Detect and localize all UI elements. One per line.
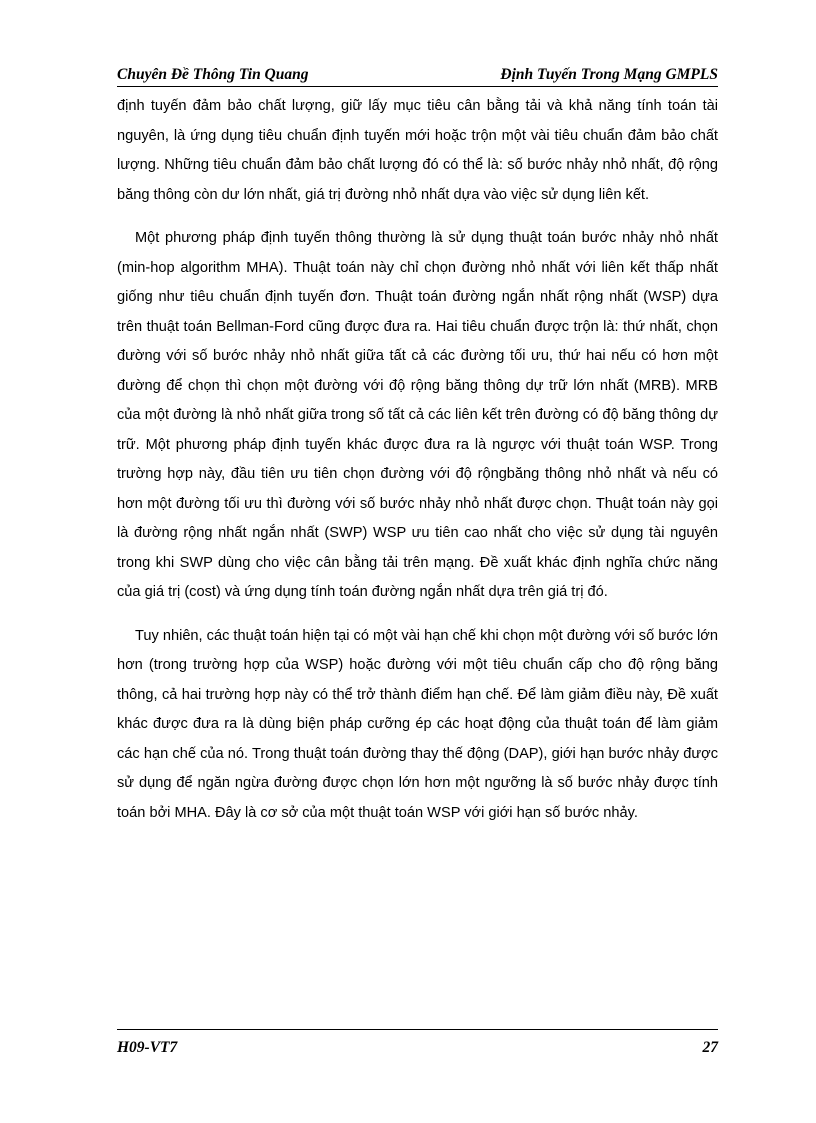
page-header (117, 64, 718, 87)
page-footer (117, 1029, 718, 1058)
footer-class-code: H09-VT7 (117, 1039, 178, 1056)
page-number: 27 (702, 1039, 718, 1056)
page-body (117, 92, 718, 842)
header-chapter-title: Định Tuyến Trong Mạng GMPLS (500, 66, 718, 83)
paragraph-continuation: định tuyến đảm bảo chất lượng, giữ lấy mục tiêu cân bằng tải và khả năng tính toán tài nguyên, là ứng dụng tiêu chuẩn định tuyến mới hoặc trộn một vài tiêu chuẩn đảm bảo chất lượng. Những tiêu chuẩn đảm bảo chất lượng đó có thể là: số bước nhảy nhỏ nhất, độ rộng băng thông còn dư lớn nhất, giá trị đường nhỏ nhất dựa vào việc sử dụng liên kết. (117, 98, 718, 203)
paragraph-limitations: Tuy nhiên, các thuật toán hiện tại có một vài hạn chế khi chọn một đường với số bước lớn hơn (trong trường hợp của WSP) hoặc đường với một tiêu chuẩn cấp cho độ rộng băng thông, cả hai trường hợp này có thể trở thành điểm hạn chế. Để làm giảm điều này, Đề xuất khác được đưa ra là dùng biện pháp cưỡng ép các hoạt động của thuật toán để làm giảm các hạn chế của nó. Trong thuật toán đường thay thế động (DAP), giới hạn bước nhảy được sử dụng để ngăn ngừa đường được chọn lớn hơn một ngưỡng là số bước nhảy được tính toán bởi MHA. Đây là cơ sở của một thuật toán WSP với giới hạn số bước nhảy. (117, 627, 718, 821)
header-document-title: Chuyên Đề Thông Tin Quang (117, 66, 309, 83)
paragraph-routing-methods: Một phương pháp định tuyến thông thường là sử dụng thuật toán bước nhảy nhỏ nhất (min-hop algorithm MHA). Thuật toán này chỉ chọn đường nhỏ nhất với liên kết thấp nhất giống như tiêu chuẩn định tuyến đơn. Thuật toán đường ngắn nhất rộng nhất (WSP) dựa trên thuật toán Bellman-Ford cũng được đưa ra. Hai tiêu chuẩn được trộn là: thứ nhất, chọn đường với số bước nhảy nhỏ nhất giữa tất cả các đường tối ưu, thứ hai nếu có hơn một đường để chọn thì chọn một đường với độ rộng băng thông dự trữ lớn nhất (MRB). MRB của một đường là nhỏ nhất giữa trong số tất cả các liên kết trên đường có độ băng thông dự trữ. Một phương pháp định tuyến khác được đưa ra là ngược với thuật toán WSP. Trong trường hợp này, đầu tiên ưu tiên chọn đường với độ rộngbăng thông nhỏ nhất và nếu có hơn một đường tối ưu thì đường với số bước nhảy nhỏ nhất được chọn. Thuật toán này gọi là đường rộng nhất ngắn nhất (SWP) WSP ưu tiên cao nhất cho việc sử dụng tài nguyên trong khi SWP dùng cho việc cân bằng tải trên mạng. Đề xuất khác định nghĩa chức năng của giá trị (cost) và ứng dụng tính toán đường ngắn nhất dựa trên giá trị đó. (117, 230, 718, 600)
